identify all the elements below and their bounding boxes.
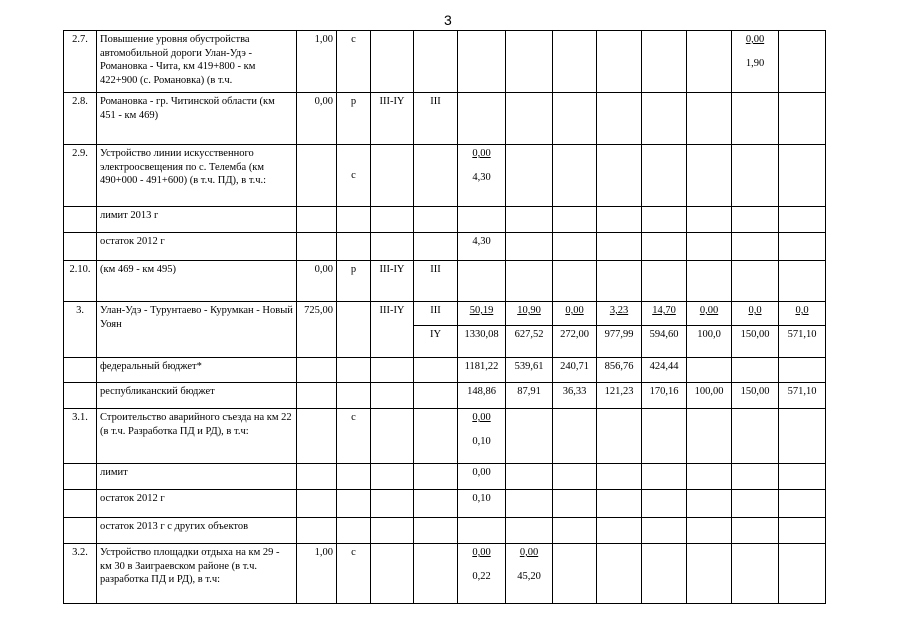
- table-row: [64, 261, 826, 302]
- value-cell: 424,44: [642, 358, 687, 383]
- value-cell: 0,10: [458, 490, 506, 518]
- value-cell: 4,30: [458, 233, 506, 261]
- row-number: 2.8.: [64, 93, 97, 145]
- value-cell: 0,00 0,10: [458, 409, 506, 464]
- value-cell: 571,10: [779, 326, 826, 358]
- category-cell: III: [414, 261, 458, 302]
- object-name: Устройство площадки отдыха на км 29 - км 30 в Заиграевском районе (в т.ч. разработка ПД и РД), в т.ч:: [97, 544, 297, 604]
- length-cell: 1,00: [297, 544, 337, 604]
- table-row: [64, 31, 826, 93]
- category-cell: III: [414, 302, 458, 326]
- value-cell: 0,00 1,90: [732, 31, 779, 93]
- work-type-cell: с: [337, 544, 371, 604]
- value-cell: 150,00: [732, 326, 779, 358]
- object-name: лимит: [97, 464, 297, 490]
- object-name: (км 469 - км 495): [97, 261, 297, 302]
- value-cell: 539,61: [506, 358, 553, 383]
- row-number: 2.10.: [64, 261, 97, 302]
- value-cell: 0,00: [687, 302, 732, 326]
- road-program-table: [63, 30, 826, 604]
- table-row: [64, 93, 826, 145]
- length-cell: 0,00: [297, 261, 337, 302]
- table-row: [64, 145, 826, 207]
- table-row: [64, 383, 826, 409]
- table-row: [64, 464, 826, 490]
- value-cell: 10,90: [506, 302, 553, 326]
- row-number: 3.2.: [64, 544, 97, 604]
- object-name: Романовка - гр. Читинской области (км 451 - км 469): [97, 93, 297, 145]
- object-name: Улан-Удэ - Турунтаево - Курумкан - Новый Уоян: [97, 302, 297, 358]
- value-cell: 36,33: [553, 383, 597, 409]
- value-cell: 272,00: [553, 326, 597, 358]
- category-cell: III: [414, 93, 458, 145]
- length-cell: 725,00: [297, 302, 337, 358]
- value-cell: 121,23: [597, 383, 642, 409]
- work-type-cell: с: [337, 145, 371, 207]
- object-name: остаток 2012 г: [97, 490, 297, 518]
- table-row: [64, 490, 826, 518]
- value-cell: 0,00 4,30: [458, 145, 506, 207]
- value-cell: 148,86: [458, 383, 506, 409]
- table-row: [64, 233, 826, 261]
- value-cell: 3,23: [597, 302, 642, 326]
- length-cell: 0,00: [297, 93, 337, 145]
- object-name: остаток 2013 г с других объектов: [97, 518, 297, 544]
- table-row: [64, 544, 826, 604]
- work-type-cell: с: [337, 31, 371, 93]
- object-name: лимит 2013 г: [97, 207, 297, 233]
- value-cell: 0,00: [458, 464, 506, 490]
- page-number: 3: [444, 12, 452, 28]
- category-cell: III-IY: [371, 261, 414, 302]
- value-cell: 0,00 45,20: [506, 544, 553, 604]
- table-row: [64, 207, 826, 233]
- object-name: республиканский бюджет: [97, 383, 297, 409]
- value-cell: 856,76: [597, 358, 642, 383]
- row-number: 2.9.: [64, 145, 97, 207]
- table-row: [64, 518, 826, 544]
- value-cell: 594,60: [642, 326, 687, 358]
- value-cell: 240,71: [553, 358, 597, 383]
- value-cell: 170,16: [642, 383, 687, 409]
- value-cell: 1181,22: [458, 358, 506, 383]
- value-cell: 977,99: [597, 326, 642, 358]
- value-cell: 0,00: [553, 302, 597, 326]
- table-row: [64, 409, 826, 464]
- value-cell: 627,52: [506, 326, 553, 358]
- work-type-cell: р: [337, 93, 371, 145]
- category-cell: IY: [414, 326, 458, 358]
- value-cell: 571,10: [779, 383, 826, 409]
- category-cell: III-IY: [371, 302, 414, 358]
- object-name: федеральный бюджет*: [97, 358, 297, 383]
- value-cell: 0,0: [779, 302, 826, 326]
- object-name: Устройство линии искусственного электроосвещения по с. Телемба (км 490+000 - 491+600) (в т.ч. ПД), в т.ч.:: [97, 145, 297, 207]
- category-cell: III-IY: [371, 93, 414, 145]
- table-row: [64, 358, 826, 383]
- value-cell: 0,0: [732, 302, 779, 326]
- object-name: Повышение уровня обустройства автомобильной дороги Улан-Удэ - Романовка - Чита, км 419+800 - км 422+900 (с. Романовка) (в т.ч.: [97, 31, 297, 93]
- table-row: [64, 302, 826, 326]
- value-cell: 87,91: [506, 383, 553, 409]
- value-cell: 100,0: [687, 326, 732, 358]
- work-type-cell: р: [337, 261, 371, 302]
- value-cell: 100,00: [687, 383, 732, 409]
- row-number: 2.7.: [64, 31, 97, 93]
- value-cell: 50,19: [458, 302, 506, 326]
- object-name: Строительство аварийного съезда на км 22 (в т.ч. Разработка ПД и РД), в т.ч:: [97, 409, 297, 464]
- value-cell: 0,00 0,22: [458, 544, 506, 604]
- object-name: остаток 2012 г: [97, 233, 297, 261]
- row-number: 3.1.: [64, 409, 97, 464]
- value-cell: 150,00: [732, 383, 779, 409]
- work-type-cell: с: [337, 409, 371, 464]
- value-cell: 1330,08: [458, 326, 506, 358]
- length-cell: 1,00: [297, 31, 337, 93]
- row-number: 3.: [64, 302, 97, 358]
- value-cell: 14,70: [642, 302, 687, 326]
